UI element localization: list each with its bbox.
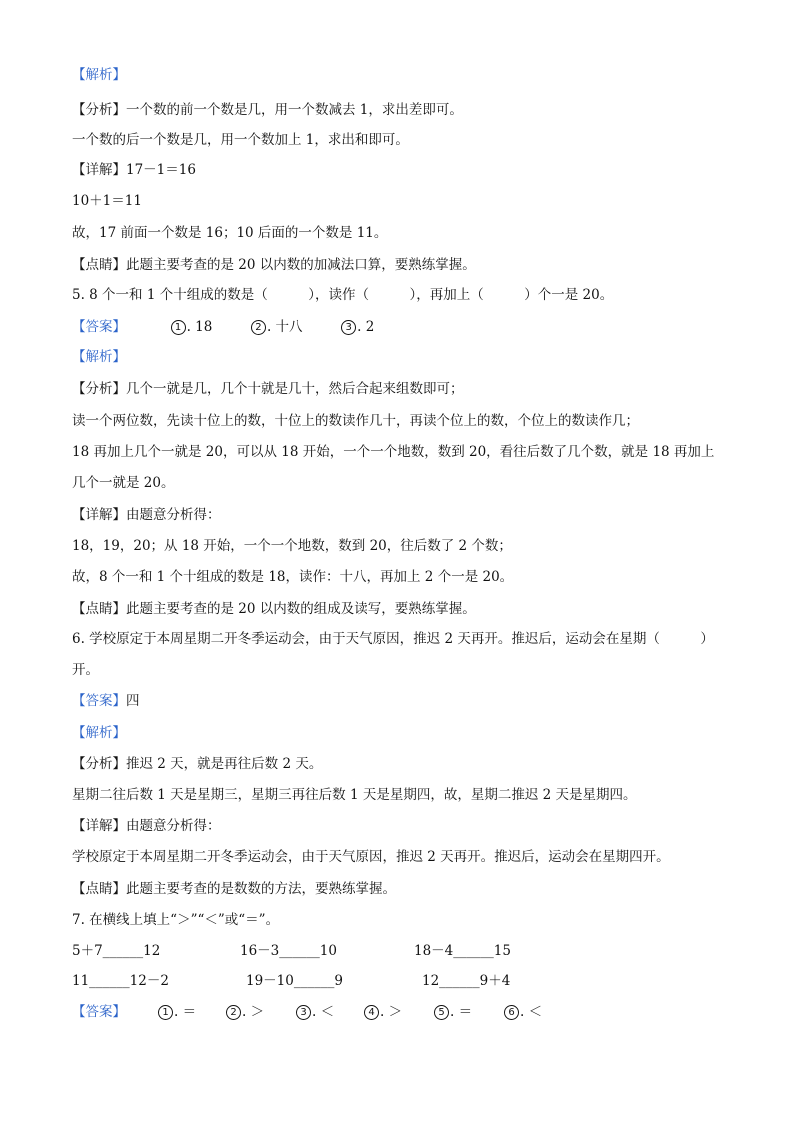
tag-label: 详解 xyxy=(85,818,113,834)
compare-item: 19－10______9 xyxy=(246,973,343,989)
answer-item xyxy=(226,1003,264,1021)
tag-label: 点睛 xyxy=(85,601,113,617)
text-line: 几个一就是 20。 xyxy=(72,475,175,491)
answer-value: . ＞ xyxy=(242,1004,265,1020)
circled-number: 3 xyxy=(296,1005,311,1020)
circled-number: 2 xyxy=(226,1005,241,1020)
key-point-line: 【点睛】此题主要考查的是数数的方法，要熟练掌握。 xyxy=(72,881,396,897)
line-text: 此题主要考查的是数数的方法，要熟练掌握。 xyxy=(126,881,396,897)
tag-label: 分析 xyxy=(85,381,113,397)
question-6: 6. 学校原定于本周星期二开冬季运动会，由于天气原因，推迟 2 天再开。推迟后，运动会在星期（ ） xyxy=(72,631,714,647)
answer-line-7: 【答案】 xyxy=(72,1004,126,1020)
tag-label: 分析 xyxy=(85,102,113,118)
line-text: 由题意分析得： xyxy=(126,507,221,523)
answer-value: . 18 xyxy=(186,319,213,335)
text-line: 18 再加上几个一就是 20，可以从 18 开始，一个一个地数，数到 20，看往后数了几个数，就是 18 再加上 xyxy=(72,444,715,460)
answer-line-5: 【答案】 1 . 18 2 . 十八 3 . 2 xyxy=(72,319,375,335)
question-7: 7. 在横线上填上“＞”“＜”或“＝”。 xyxy=(72,912,280,928)
answer-item xyxy=(364,1003,402,1021)
answer-item xyxy=(504,1003,542,1021)
compare-item: 11______12－2 xyxy=(72,973,169,989)
line-text: 由题意分析得： xyxy=(126,818,221,834)
text-line: 18，19，20；从 18 开始，一个一个地数，数到 20，往后数了 2 个数； xyxy=(72,538,512,554)
tag-label: 详解 xyxy=(85,507,113,523)
answer-item xyxy=(341,318,374,336)
circled-number: 4 xyxy=(364,1005,379,1020)
detail-line: 【详解】由题意分析得： xyxy=(72,818,221,834)
line-text: 17－1＝16 xyxy=(126,162,196,178)
circled-number: 1 xyxy=(171,320,186,335)
section-analysis-heading: 【解析】 xyxy=(72,349,126,365)
compare-item: 12______9＋4 xyxy=(422,973,511,989)
text-line: 星期二往后数 1 天是星期三，星期三再往后数 1 天是星期四，故，星期二推迟 2 天是星期四。 xyxy=(72,787,637,803)
text-line: 故，17 前面一个数是 16；10 后面的一个数是 11。 xyxy=(72,225,388,241)
answer-value: . ＝ xyxy=(174,1004,197,1020)
tag-label: 答案 xyxy=(85,1004,113,1020)
circled-number: 3 xyxy=(341,320,356,335)
compare-item: 5＋7______12 xyxy=(72,943,161,959)
answer-value: . ＝ xyxy=(450,1004,473,1020)
answer-value: . 十八 xyxy=(266,319,303,335)
tag-label: 点睛 xyxy=(85,881,113,897)
answer-line-6: 【答案】四 xyxy=(72,693,140,709)
text-line: 故，8 个一和 1 个十组成的数是 18，读作：十八，再加上 2 个一是 20。 xyxy=(72,569,514,585)
tag-label: 点睛 xyxy=(85,257,113,273)
tag-label: 分析 xyxy=(85,756,113,772)
answer-item xyxy=(158,1003,196,1021)
text-line: 开。 xyxy=(72,662,99,678)
circled-number: 6 xyxy=(504,1005,519,1020)
circled-number: 2 xyxy=(251,320,266,335)
text-line: 学校原定于本周星期二开冬季运动会，由于天气原因，推迟 2 天再开。推迟后，运动会在星期四开。 xyxy=(72,849,670,865)
analysis-line: 【分析】几个一就是几，几个十就是几十，然后合起来组数即可； xyxy=(72,381,464,397)
key-point-line: 【点睛】此题主要考查的是 20 以内数的加减法口算，要熟练掌握。 xyxy=(72,257,476,273)
line-text: 一个数的前一个数是几，用一个数减去 1，求出差即可。 xyxy=(126,102,463,118)
answer-value: . 2 xyxy=(357,319,375,335)
detail-line: 【详解】由题意分析得： xyxy=(72,507,221,523)
circled-number: 1 xyxy=(158,1005,173,1020)
section-analysis-heading: 【解析】 xyxy=(72,67,126,83)
section-analysis-heading: 【解析】 xyxy=(72,725,126,741)
answer-value: 四 xyxy=(126,693,140,709)
tag-label: 解析 xyxy=(85,725,113,741)
line-text: 几个一就是几，几个十就是几十，然后合起来组数即可； xyxy=(126,381,464,397)
question-5: 5. 8 个一和 1 个十组成的数是（ ），读作（ ），再加上（ ）个一是 20。 xyxy=(72,287,614,303)
text-line: 读一个两位数，先读十位上的数，十位上的数读作几十，再读个位上的数，个位上的数读作几； xyxy=(72,413,639,429)
tag-label: 答案 xyxy=(85,693,113,709)
answer-item xyxy=(251,318,303,336)
compare-item: 18－4______15 xyxy=(414,943,511,959)
tag-label: 答案 xyxy=(85,319,113,335)
line-text: 此题主要考查的是 20 以内数的组成及读写，要熟练掌握。 xyxy=(126,601,476,617)
tag-label: 解析 xyxy=(85,67,113,83)
line-text: 推迟 2 天，就是再往后数 2 天。 xyxy=(126,756,323,772)
analysis-line: 【分析】推迟 2 天，就是再往后数 2 天。 xyxy=(72,756,323,772)
answer-value: . ＜ xyxy=(312,1004,335,1020)
answer-item xyxy=(171,318,213,336)
answer-value: . ＜ xyxy=(520,1004,543,1020)
answer-item xyxy=(296,1003,334,1021)
answer-item xyxy=(434,1003,472,1021)
detail-line: 【详解】17－1＝16 xyxy=(72,162,196,178)
text-line: 10＋1＝11 xyxy=(72,193,142,209)
tag-label: 详解 xyxy=(85,162,113,178)
compare-item: 16－3______10 xyxy=(240,943,337,959)
analysis-line: 【分析】一个数的前一个数是几，用一个数减去 1，求出差即可。 xyxy=(72,102,463,118)
circled-number: 5 xyxy=(434,1005,449,1020)
tag-label: 解析 xyxy=(85,349,113,365)
text-line: 一个数的后一个数是几，用一个数加上 1，求出和即可。 xyxy=(72,132,409,148)
line-text: 此题主要考查的是 20 以内数的加减法口算，要熟练掌握。 xyxy=(126,257,476,273)
key-point-line: 【点睛】此题主要考查的是 20 以内数的组成及读写，要熟练掌握。 xyxy=(72,601,476,617)
answer-value: . ＞ xyxy=(380,1004,403,1020)
